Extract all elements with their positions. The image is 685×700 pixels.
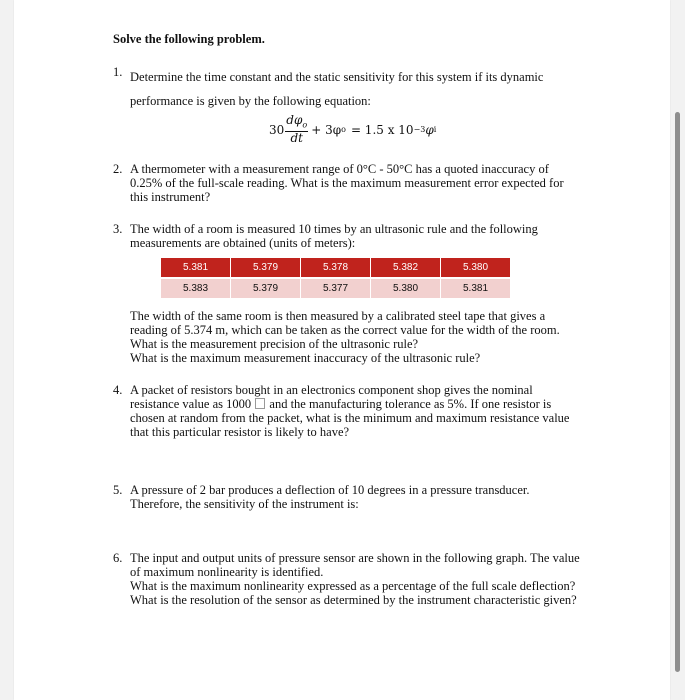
table-cell: 5.381 bbox=[161, 258, 231, 278]
question-text-line: measurements are obtained (units of meters): bbox=[130, 236, 356, 250]
question-text-line: What is the maximum measurement inaccuracy of the ultrasonic rule? bbox=[130, 351, 481, 365]
question-number: 3. bbox=[113, 222, 123, 236]
table-cell: 5.381 bbox=[441, 278, 511, 298]
table-row bbox=[161, 258, 510, 278]
table-cell: 5.383 bbox=[161, 278, 231, 298]
table-cell: 5.379 bbox=[231, 278, 301, 298]
question-text-line: of maximum nonlinearity is identified. bbox=[130, 565, 324, 579]
table-cell: 5.380 bbox=[371, 278, 441, 298]
rhs-exponent: −3 bbox=[413, 125, 426, 135]
question-text-line: The width of the same room is then measured by a calibrated steel tape that gives a bbox=[130, 309, 546, 323]
question-text-line: What is the maximum nonlinearity expressed as a percentage of the full scale deflection? bbox=[130, 579, 576, 593]
table-cell: 5.380 bbox=[441, 258, 511, 278]
equation-middle-term: + 3φ bbox=[311, 122, 342, 137]
question-text-line: that this particular resistor is likely to have? bbox=[130, 425, 350, 439]
table-cell: 5.382 bbox=[371, 258, 441, 278]
question-text-line: A packet of resistors bought in an electronics component shop gives the nominal bbox=[130, 383, 533, 397]
question-number: 5. bbox=[113, 483, 123, 497]
resistance-text-post: and the manufacturing tolerance as 5%. If one resistor is bbox=[269, 397, 552, 411]
vertical-scrollbar[interactable] bbox=[675, 112, 680, 672]
page-heading: Solve the following problem. bbox=[113, 32, 265, 46]
question-text-line: reading of 5.374 m, which can be taken as the correct value for the width of the room. bbox=[130, 323, 560, 337]
question-text-line bbox=[130, 397, 600, 411]
table-row bbox=[161, 278, 510, 298]
fraction-numerator: dφ bbox=[286, 113, 303, 127]
question-number: 1. bbox=[113, 65, 123, 79]
question-text-line: this instrument? bbox=[130, 190, 211, 204]
tail-subscript: i bbox=[433, 125, 437, 135]
missing-glyph-icon bbox=[255, 398, 265, 409]
question-number: 4. bbox=[113, 383, 123, 397]
numerator-subscript: o bbox=[302, 120, 308, 130]
question-text-line: 0.25% of the full-scale reading. What is the maximum measurement error expected for bbox=[130, 176, 564, 190]
question-text-line: What is the resolution of the sensor as determined by the instrument characteristic given? bbox=[130, 593, 577, 607]
fraction-denominator: dt bbox=[290, 131, 303, 146]
question-number: 2. bbox=[113, 162, 123, 176]
resistance-text-pre: resistance value as 1000 bbox=[130, 397, 252, 411]
measurements-table bbox=[161, 258, 510, 298]
derivative-fraction bbox=[285, 114, 308, 145]
question-number: 6. bbox=[113, 551, 123, 565]
equation-rhs: = 1.5 x 10 bbox=[350, 122, 414, 137]
table-cell: 5.379 bbox=[231, 258, 301, 278]
question-text-line: A pressure of 2 bar produces a deflection of 10 degrees in a pressure transducer. bbox=[130, 483, 530, 497]
middle-subscript: o bbox=[341, 125, 346, 135]
table-cell: 5.378 bbox=[301, 258, 371, 278]
question-text-line: What is the measurement precision of the ultrasonic rule? bbox=[130, 337, 419, 351]
question-text-line: The width of a room is measured 10 times by an ultrasonic rule and the following bbox=[130, 222, 538, 236]
question-text-line: performance is given by the following equation: bbox=[130, 94, 371, 108]
equation-tail: φ bbox=[425, 122, 434, 137]
question-text-line: chosen at random from the packet, what is the minimum and maximum resistance value bbox=[130, 411, 570, 425]
question-text-line: Determine the time constant and the static sensitivity for this system if its dynamic bbox=[130, 70, 544, 84]
equation-coefficient: 30 bbox=[269, 122, 285, 137]
question-text-line: The input and output units of pressure sensor are shown in the following graph. The value bbox=[130, 551, 580, 565]
question-text-line: Therefore, the sensitivity of the instrument is: bbox=[130, 497, 359, 511]
table-cell: 5.377 bbox=[301, 278, 371, 298]
question-text-line: A thermometer with a measurement range of 0°C - 50°C has a quoted inaccuracy of bbox=[130, 162, 549, 176]
differential-equation bbox=[269, 114, 436, 145]
